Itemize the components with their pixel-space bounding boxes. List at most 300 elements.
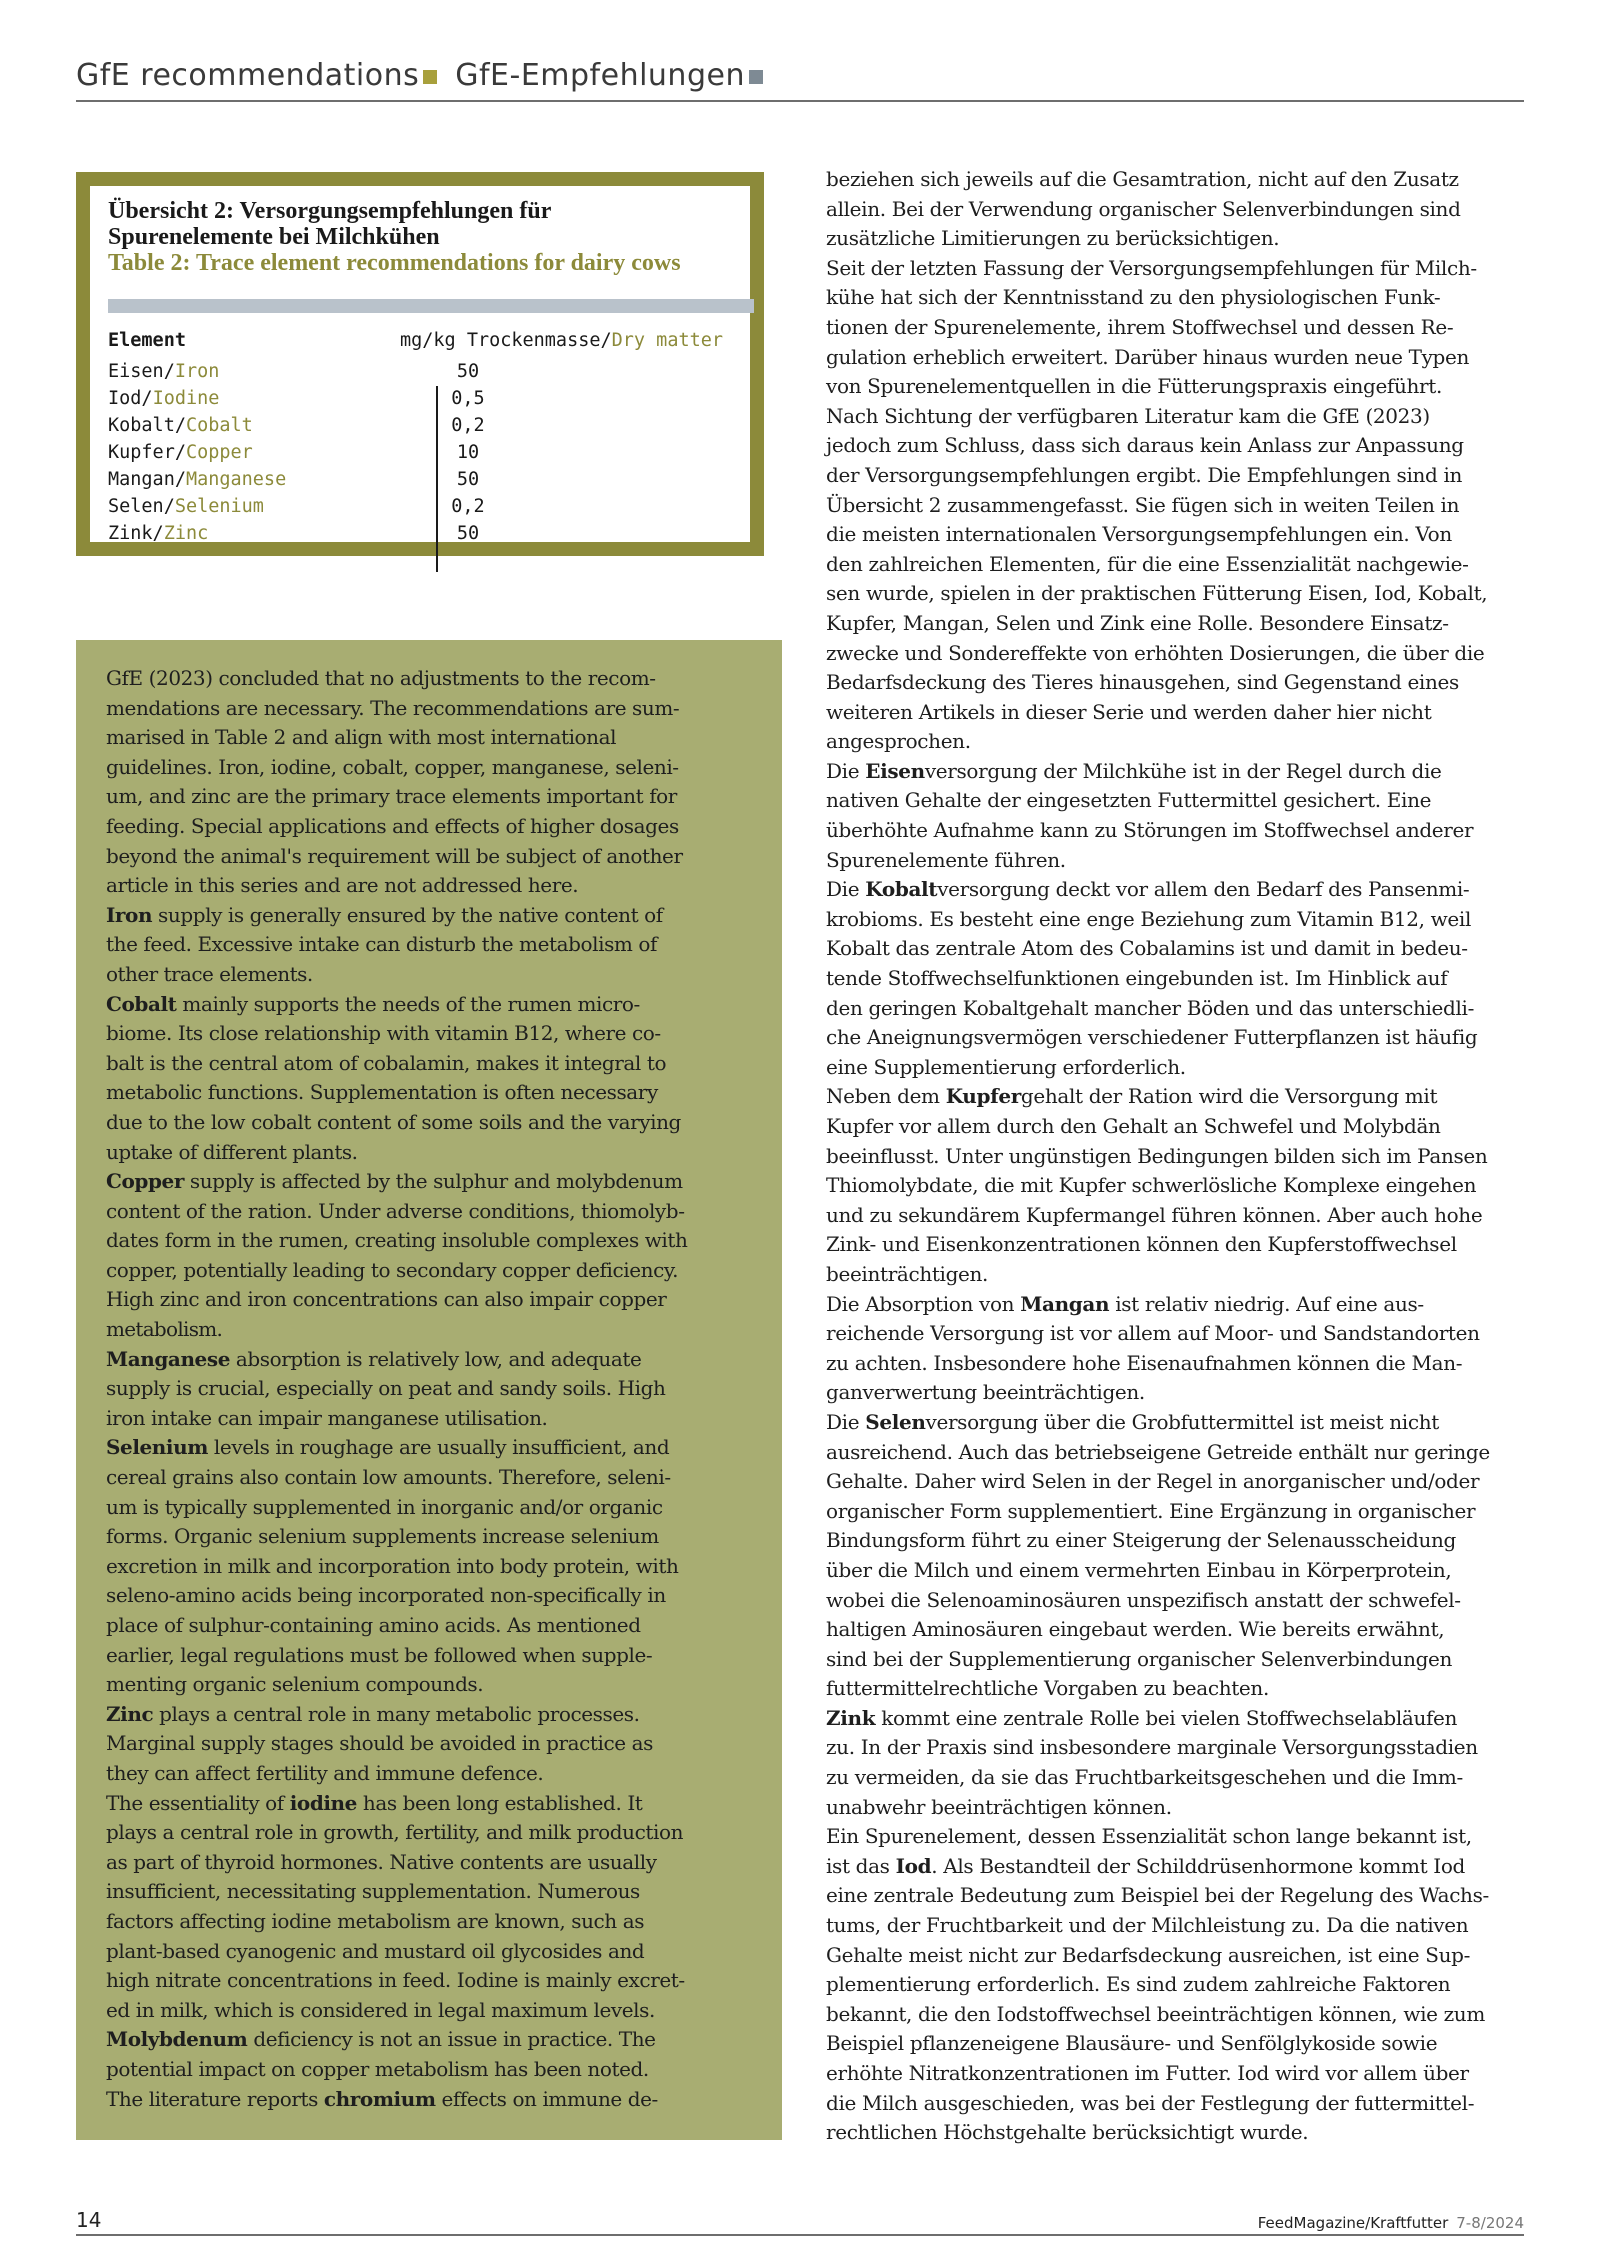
header-title-de: GfE-Empfehlungen — [455, 58, 745, 93]
text-line — [826, 2059, 1526, 2089]
text-run: organischer Form supplementiert. Eine Ergänzung in organischer — [826, 1498, 1476, 1523]
text-line — [106, 1522, 766, 1552]
text-line — [826, 579, 1526, 609]
text-run: Die — [826, 758, 866, 783]
text-run: erhöhte Nitratkonzentrationen im Futter. Iod wird vor allem über — [826, 2061, 1469, 2085]
text-line — [826, 1497, 1526, 1527]
text-line — [826, 2000, 1526, 2030]
text-line — [826, 1171, 1526, 1201]
trace-element-table-box — [76, 172, 764, 556]
text-run: zusätzliche Limitierungen zu berücksichtigen. — [826, 226, 1280, 251]
text-run: The essentiality of — [106, 1790, 290, 1815]
text-line — [106, 1818, 766, 1848]
text-run: The literature reports — [106, 2086, 324, 2111]
text-run: über die Milch und einem vermehrten Einbau in Körperprotein, — [826, 1557, 1452, 1582]
text-line — [826, 313, 1526, 343]
text-line — [106, 1138, 766, 1168]
text-line — [826, 1378, 1526, 1408]
element-name-de: Kobalt/ — [108, 415, 186, 436]
element-name — [108, 493, 264, 520]
text-line — [106, 1108, 766, 1138]
bold-term: Iod — [895, 1853, 932, 1878]
text-run: nativen Gehalte der eingesetzten Futtermittel gesichert. Eine — [826, 788, 1432, 813]
text-line — [106, 1049, 766, 1079]
text-run: forms. Organic selenium supplements increase selenium — [106, 1524, 659, 1549]
text-line — [106, 930, 766, 960]
text-run: Kupfer, Mangan, Selen und Zink eine Rolle. Besondere Einsatz- — [826, 610, 1449, 635]
text-run: zu vermeiden, da sie das Fruchtbarkeitsgeschehen und die Imm- — [826, 1765, 1463, 1790]
text-line — [106, 1641, 766, 1671]
text-run: beziehen sich jeweils auf die Gesamtration, nicht auf den Zusatz — [826, 167, 1459, 191]
text-line — [826, 2029, 1526, 2059]
text-line — [826, 1556, 1526, 1586]
table-row — [108, 493, 754, 520]
text-run: ed in milk, which is considered in legal maximum levels. — [106, 1997, 655, 2022]
table-title-de-line-1: Übersicht 2: Versorgungsempfehlungen für — [108, 198, 552, 224]
text-line — [106, 812, 766, 842]
column-header-unit-de: mg/kg Trockenmasse/ — [400, 330, 612, 351]
element-name-en: Zinc — [163, 523, 209, 544]
text-line — [106, 1581, 766, 1611]
text-run: feeding. Special applications and effects of higher dosages — [106, 813, 679, 838]
text-line — [826, 1260, 1526, 1290]
text-run: supply is affected by the sulphur and molybdenum — [183, 1169, 683, 1194]
issue-number: 7-8/2024 — [1456, 2214, 1524, 2232]
text-run: Spurenelemente führen. — [826, 847, 1066, 872]
text-line — [826, 343, 1526, 373]
text-line — [826, 1290, 1526, 1320]
text-run: beeinflusst. Unter ungünstigen Bedingungen bilden sich im Pansen — [826, 1143, 1488, 1168]
text-run: Thiomolybdate, die mit Kupfer schwerlösliche Komplexe eingehen — [826, 1173, 1477, 1198]
text-run: balt is the central atom of cobalamin, makes it integral to — [106, 1050, 667, 1075]
text-run: der Versorgungsempfehlungen ergibt. Die Empfehlungen sind in — [826, 462, 1463, 487]
element-name-en: Cobalt — [185, 415, 253, 436]
element-value: 50 — [456, 469, 480, 490]
table-row — [108, 466, 754, 493]
text-run: Bindungsform führt zu einer Steigerung der Selenausscheidung — [826, 1528, 1457, 1553]
text-run: High zinc and iron concentrations can also impair copper — [106, 1287, 667, 1312]
text-line — [826, 816, 1526, 846]
text-run: versorgung der Milchkühe ist in der Regel durch die — [924, 758, 1442, 783]
bold-term: Selen — [865, 1409, 926, 1434]
text-line — [826, 224, 1526, 254]
element-name-de: Zink/ — [108, 523, 164, 544]
text-line — [826, 195, 1526, 225]
text-line — [826, 1408, 1526, 1438]
element-name — [108, 439, 253, 466]
element-value: 0,5 — [451, 388, 485, 409]
text-run: reichende Versorgung ist vor allem auf Moor- und Sandstandorten — [826, 1321, 1480, 1346]
element-name-de: Selen/ — [108, 496, 175, 517]
text-run: von Spurenelementquellen in die Fütterungspraxis eingeführt. — [826, 374, 1442, 399]
text-line — [826, 1674, 1526, 1704]
text-line — [826, 1615, 1526, 1645]
text-line — [106, 1996, 766, 2026]
text-line — [826, 372, 1526, 402]
text-line — [826, 668, 1526, 698]
text-run: die meisten internationalen Versorgungsempfehlungen ein. Von — [826, 522, 1452, 547]
text-line — [826, 846, 1526, 876]
text-run: sen wurde, spielen in der praktischen Fütterung Eisen, Iod, Kobalt, — [826, 581, 1488, 606]
text-line — [826, 1201, 1526, 1231]
text-run: Zink- und Eisenkonzentrationen können den Kupferstoffwechsel — [826, 1232, 1457, 1257]
text-run: copper, potentially leading to secondary copper deficiency. — [106, 1257, 679, 1282]
text-line — [106, 753, 766, 783]
text-line — [106, 2025, 766, 2055]
text-line — [826, 1112, 1526, 1142]
table-header-row — [108, 326, 754, 358]
text-line — [106, 1078, 766, 1108]
text-run: earlier, legal regulations must be followed when supple- — [106, 1642, 653, 1667]
text-run: wobei die Selenoaminosäuren unspezifisch anstatt der schwefel- — [826, 1587, 1461, 1612]
text-run: versorgung deckt vor allem den Bedarf des Pansenmi- — [937, 877, 1470, 902]
bold-term: chromium — [323, 2086, 436, 2111]
text-run: Bedarfsdeckung des Tieres hinausgehen, sind Gegenstand eines — [826, 670, 1459, 695]
text-line — [826, 1023, 1526, 1053]
text-run: ganverwertung beeinträchtigen. — [826, 1380, 1145, 1405]
text-line — [106, 1789, 766, 1819]
text-run: gehalt der Ration wird die Versorgung mit — [1020, 1084, 1438, 1109]
table-row — [108, 412, 754, 439]
text-line — [826, 1230, 1526, 1260]
text-run: the feed. Excessive intake can disturb the metabolism of — [106, 932, 657, 957]
bold-term: Eisen — [865, 758, 925, 783]
text-run: plementierung erforderlich. Es sind zudem zahlreiche Faktoren — [826, 1972, 1451, 1997]
text-line — [106, 1167, 766, 1197]
text-run: zu achten. Insbesondere hohe Eisenaufnahmen können die Man- — [826, 1350, 1463, 1375]
text-line — [826, 875, 1526, 905]
element-name — [108, 466, 286, 493]
text-run: den zahlreichen Elementen, für die eine Essenzialität nachgewie- — [826, 551, 1469, 576]
text-run: marised in Table 2 and align with most international — [106, 725, 617, 750]
text-run: um is typically supplemented in inorganic and/or organic — [106, 1494, 663, 1519]
table-row — [108, 358, 754, 385]
table-row — [108, 439, 754, 466]
text-run: mendations are necessary. The recommendations are sum- — [106, 695, 680, 720]
text-line — [826, 1349, 1526, 1379]
text-run: Marginal supply stages should be avoided in practice as — [106, 1731, 653, 1756]
bold-term: Kupfer — [945, 1084, 1021, 1109]
english-text-column — [106, 664, 766, 2114]
text-run: bekannt, die den Iodstoffwechsel beeinträchtigen können, wie zum — [826, 2001, 1485, 2026]
element-name-de: Iod/ — [108, 388, 153, 409]
text-run: supply is crucial, especially on peat and sandy soils. High — [106, 1376, 666, 1401]
text-line — [106, 871, 766, 901]
text-line — [106, 1315, 766, 1345]
text-line — [106, 1552, 766, 1582]
text-run: Nach Sichtung der verfügbaren Literatur kam die GfE (2023) — [826, 403, 1430, 428]
column-header-element: Element — [108, 330, 186, 351]
text-line — [826, 283, 1526, 313]
text-run: content of the ration. Under adverse conditions, thiomolyb- — [106, 1198, 685, 1223]
element-name — [108, 520, 208, 547]
text-run: Beispiel pflanzeneigene Blausäure- und Senfölglykoside sowie — [826, 2031, 1438, 2056]
text-line — [826, 609, 1526, 639]
text-line — [106, 960, 766, 990]
text-line — [106, 1197, 766, 1227]
grey-square-icon — [749, 70, 763, 84]
element-value: 50 — [456, 523, 480, 544]
text-run: die Milch ausgeschieden, was bei der Festlegung der futtermittel- — [826, 2090, 1475, 2115]
text-run: futtermittelrechtliche Vorgaben zu beachten. — [826, 1676, 1269, 1701]
text-run: Gehalte. Daher wird Selen in der Regel in anorganischer und/oder — [826, 1469, 1480, 1494]
text-run: zu. In der Praxis sind insbesondere marginale Versorgungsstadien — [826, 1735, 1478, 1760]
text-line — [826, 165, 1526, 195]
text-line — [826, 431, 1526, 461]
text-run: guidelines. Iron, iodine, cobalt, copper, manganese, seleni- — [106, 754, 679, 779]
bold-term: iodine — [289, 1790, 357, 1815]
text-run: kühe hat sich der Kenntnisstand zu den physiologischen Funk- — [826, 285, 1441, 310]
magazine-credit — [1258, 2214, 1524, 2232]
text-run: ausreichend. Auch das betriebseigene Getreide enthält nur geringe — [826, 1439, 1490, 1464]
text-run: metabolism. — [106, 1317, 223, 1342]
text-line — [106, 1285, 766, 1315]
text-line — [826, 1467, 1526, 1497]
text-line — [106, 1345, 766, 1375]
text-run: und zu sekundärem Kupfermangel führen können. Aber auch hohe — [826, 1202, 1483, 1227]
text-run: zwecke und Sondereffekte von erhöhten Dosierungen, die über die — [826, 640, 1485, 665]
bold-term: Manganese — [106, 1346, 230, 1371]
text-line — [106, 1256, 766, 1286]
text-line — [826, 461, 1526, 491]
text-run: krobioms. Es besteht eine enge Beziehung zum Vitamin B12, weil — [826, 906, 1471, 931]
element-value: 0,2 — [451, 415, 485, 436]
text-line — [826, 1142, 1526, 1172]
text-run: beyond the animal's requirement will be subject of another — [106, 843, 683, 868]
text-run: tums, der Fruchtbarkeit und der Milchleistung zu. Da die nativen — [826, 1913, 1469, 1938]
element-name-en: Iron — [174, 361, 220, 382]
text-run: che Aneignungsvermögen verschiedener Futterpflanzen ist häufig — [826, 1025, 1478, 1050]
text-line — [826, 1763, 1526, 1793]
table-row — [108, 385, 754, 412]
text-line — [106, 1226, 766, 1256]
olive-square-icon — [423, 70, 437, 84]
text-line — [106, 1877, 766, 1907]
text-run: Neben dem — [826, 1084, 946, 1109]
text-run: beeinträchtigen. — [826, 1261, 989, 1286]
text-run: gulation erheblich erweitert. Darüber hinaus wurden neue Typen — [826, 344, 1470, 369]
text-run: allein. Bei der Verwendung organischer Selenverbindungen sind — [826, 196, 1461, 221]
text-run: due to the low cobalt content of some soils and the varying — [106, 1109, 681, 1134]
text-line — [106, 1937, 766, 1967]
text-run: weiteren Artikels in dieser Serie und werden daher hier nicht — [826, 699, 1432, 724]
table-title-de-line-2: Spurenelemente bei Milchkühen — [108, 224, 440, 250]
english-summary-box — [76, 640, 782, 2140]
text-line — [826, 698, 1526, 728]
text-run: . Als Bestandteil der Schilddrüsenhormone kommt Iod — [931, 1853, 1465, 1878]
element-name — [108, 412, 253, 439]
text-line — [826, 1970, 1526, 2000]
text-run: Die Absorption von — [826, 1291, 1021, 1316]
header-title-en: GfE recommendations — [76, 58, 420, 93]
text-run: Die — [826, 1409, 866, 1434]
text-line — [826, 1645, 1526, 1675]
text-run: Übersicht 2 zusammengefasst. Sie fügen sich in weiten Teilen in — [826, 492, 1460, 517]
text-line — [826, 1822, 1526, 1852]
magazine-name: FeedMagazine/Kraftfutter — [1257, 2214, 1449, 2232]
element-name-de: Eisen/ — [108, 361, 175, 382]
text-run: plant-based cyanogenic and mustard oil glycosides and — [106, 1938, 645, 1963]
text-line — [826, 727, 1526, 757]
text-line — [106, 901, 766, 931]
text-run: absorption is relatively low, and adequate — [230, 1346, 642, 1371]
text-line — [826, 905, 1526, 935]
element-value: 10 — [456, 442, 480, 463]
text-line — [826, 964, 1526, 994]
text-run: Gehalte meist nicht zur Bedarfsdeckung ausreichen, ist eine Sup- — [826, 1942, 1471, 1967]
text-run: versorgung über die Grobfuttermittel ist meist nicht — [925, 1409, 1439, 1434]
text-run: article in this series and are not addressed here. — [106, 873, 579, 898]
text-run: place of sulphur-containing amino acids. As mentioned — [106, 1613, 641, 1637]
text-line — [826, 1082, 1526, 1112]
recommendation-table — [108, 326, 754, 547]
german-text-column — [826, 165, 1526, 2148]
text-line — [106, 1966, 766, 1996]
text-run: rechtlichen Höchstgehalte berücksichtigt wurde. — [826, 2120, 1309, 2145]
text-line — [106, 1729, 766, 1759]
text-run: Kupfer vor allem durch den Gehalt an Schwefel und Molybdän — [826, 1114, 1441, 1138]
text-run: überhöhte Aufnahme kann zu Störungen im Stoffwechsel anderer — [826, 818, 1474, 843]
element-name — [108, 358, 219, 385]
text-line — [106, 842, 766, 872]
text-run: eine zentrale Bedeutung zum Beispiel bei der Regelung des Wachs- — [826, 1883, 1489, 1908]
element-name-de: Mangan/ — [108, 469, 186, 490]
text-run: eine Supplementierung erforderlich. — [826, 1054, 1186, 1079]
text-run: uptake of different plants. — [106, 1139, 358, 1164]
text-line — [106, 723, 766, 753]
bold-term: Selenium — [106, 1435, 208, 1460]
text-line — [826, 550, 1526, 580]
text-line — [826, 1053, 1526, 1083]
text-run: they can affect fertility and immune defence. — [106, 1760, 544, 1785]
text-run: ist relativ niedrig. Auf eine aus- — [1109, 1291, 1424, 1316]
text-line — [826, 757, 1526, 787]
text-run: plays a central role in growth, fertility, and milk production — [106, 1820, 684, 1845]
element-name-en: Manganese — [185, 469, 287, 490]
text-line — [826, 402, 1526, 432]
text-run: Kobalt das zentrale Atom des Cobalamins ist und damit in bedeu- — [826, 936, 1468, 961]
text-line — [106, 1759, 766, 1789]
text-run: tende Stoffwechselfunktionen eingebunden ist. Im Hinblick auf — [826, 966, 1448, 991]
text-line — [106, 1404, 766, 1434]
text-run: metabolic functions. Supplementation is often necessary — [106, 1080, 658, 1105]
text-line — [106, 2085, 766, 2115]
text-run: as part of thyroid hormones. Native contents are usually — [106, 1849, 657, 1874]
text-run: ist das — [826, 1853, 896, 1878]
table-title-en: Table 2: Trace element recommendations for dairy cows — [108, 250, 681, 276]
text-run: tionen der Spurenelemente, ihrem Stoffwechsel und dessen Re- — [826, 314, 1454, 339]
text-line — [826, 934, 1526, 964]
table-row — [108, 520, 754, 547]
text-run: deficiency is not an issue in practice. The — [247, 2027, 656, 2052]
text-line — [106, 1670, 766, 1700]
text-line — [826, 1852, 1526, 1882]
bold-term: Cobalt — [106, 991, 177, 1016]
text-run: effects on immune de- — [435, 2086, 658, 2111]
bold-term: Copper — [106, 1169, 184, 1194]
bold-term: Kobalt — [865, 877, 938, 902]
element-name-en: Iodine — [152, 388, 220, 409]
text-run: um, and zinc are the primary trace elements important for — [106, 784, 677, 809]
text-run: supply is generally ensured by the native content of — [152, 902, 663, 927]
text-run: levels in roughage are usually insufficient, and — [207, 1435, 670, 1460]
element-name-en: Copper — [185, 442, 253, 463]
text-run: Ein Spurenelement, dessen Essenzialität schon lange bekannt ist, — [826, 1824, 1472, 1849]
text-line — [106, 1848, 766, 1878]
text-line — [826, 994, 1526, 1024]
text-run: mainly supports the needs of the rumen micro- — [176, 991, 640, 1016]
text-line — [106, 1907, 766, 1937]
table-header-rule — [108, 299, 754, 313]
text-run: other trace elements. — [106, 961, 313, 986]
text-line — [826, 1704, 1526, 1734]
text-run: sind bei der Supplementierung organischer Selenverbindungen — [826, 1646, 1453, 1671]
bold-term: Zink — [826, 1705, 876, 1730]
text-line — [826, 1526, 1526, 1556]
text-run: iron intake can impair manganese utilisation. — [106, 1405, 548, 1430]
text-run: Die — [826, 877, 866, 902]
text-line — [106, 1374, 766, 1404]
running-header — [76, 58, 1524, 102]
text-run: unabwehr beeinträchtigen können. — [826, 1794, 1172, 1819]
text-line — [106, 1700, 766, 1730]
text-run: has been long established. It — [356, 1790, 643, 1815]
page-number: 14 — [76, 2208, 102, 2232]
bold-term: Iron — [106, 902, 153, 927]
page-footer — [76, 2210, 1524, 2236]
text-line — [826, 1586, 1526, 1616]
text-line — [106, 694, 766, 724]
text-line — [826, 1733, 1526, 1763]
text-line — [826, 491, 1526, 521]
text-run: plays a central role in many metabolic processes. — [153, 1701, 640, 1726]
text-run: factors affecting iodine metabolism are known, such as — [106, 1908, 645, 1933]
text-line — [826, 254, 1526, 284]
text-line — [826, 1881, 1526, 1911]
text-line — [826, 520, 1526, 550]
text-line — [106, 1433, 766, 1463]
text-run: excretion in milk and incorporation into body protein, with — [106, 1553, 679, 1578]
text-run: cereal grains also contain low amounts. Therefore, seleni- — [106, 1465, 671, 1490]
text-line — [106, 2055, 766, 2085]
text-line — [106, 1493, 766, 1523]
element-value: 50 — [456, 361, 480, 382]
text-run: Seit der letzten Fassung der Versorgungsempfehlungen für Milch- — [826, 255, 1477, 280]
bold-term: Zinc — [106, 1701, 154, 1726]
text-line — [826, 639, 1526, 669]
text-line — [106, 664, 766, 694]
text-line — [826, 2118, 1526, 2148]
text-line — [826, 2089, 1526, 2119]
text-run: GfE (2023) concluded that no adjustments to the recom- — [106, 666, 656, 690]
element-name-de: Kupfer/ — [108, 442, 186, 463]
text-line — [826, 1319, 1526, 1349]
text-run: potential impact on copper metabolism has been noted. — [106, 2056, 649, 2081]
text-run: seleno-amino acids being incorporated non-specifically in — [106, 1583, 666, 1608]
table-column-divider — [436, 386, 438, 572]
text-line — [826, 1911, 1526, 1941]
text-line — [826, 786, 1526, 816]
text-run: den geringen Kobaltgehalt mancher Böden und das unterschiedli- — [826, 995, 1474, 1020]
text-line — [106, 1019, 766, 1049]
text-line — [826, 1941, 1526, 1971]
text-run: menting organic selenium compounds. — [106, 1672, 484, 1697]
text-run: insufficient, necessitating supplementation. Numerous — [106, 1879, 640, 1904]
text-run: haltigen Aminosäuren eingebaut werden. Wie bereits erwähnt, — [826, 1617, 1445, 1642]
element-value: 0,2 — [451, 496, 485, 517]
text-run: kommt eine zentrale Rolle bei vielen Stoffwechselabläufen — [875, 1705, 1458, 1730]
text-line — [106, 1611, 766, 1641]
